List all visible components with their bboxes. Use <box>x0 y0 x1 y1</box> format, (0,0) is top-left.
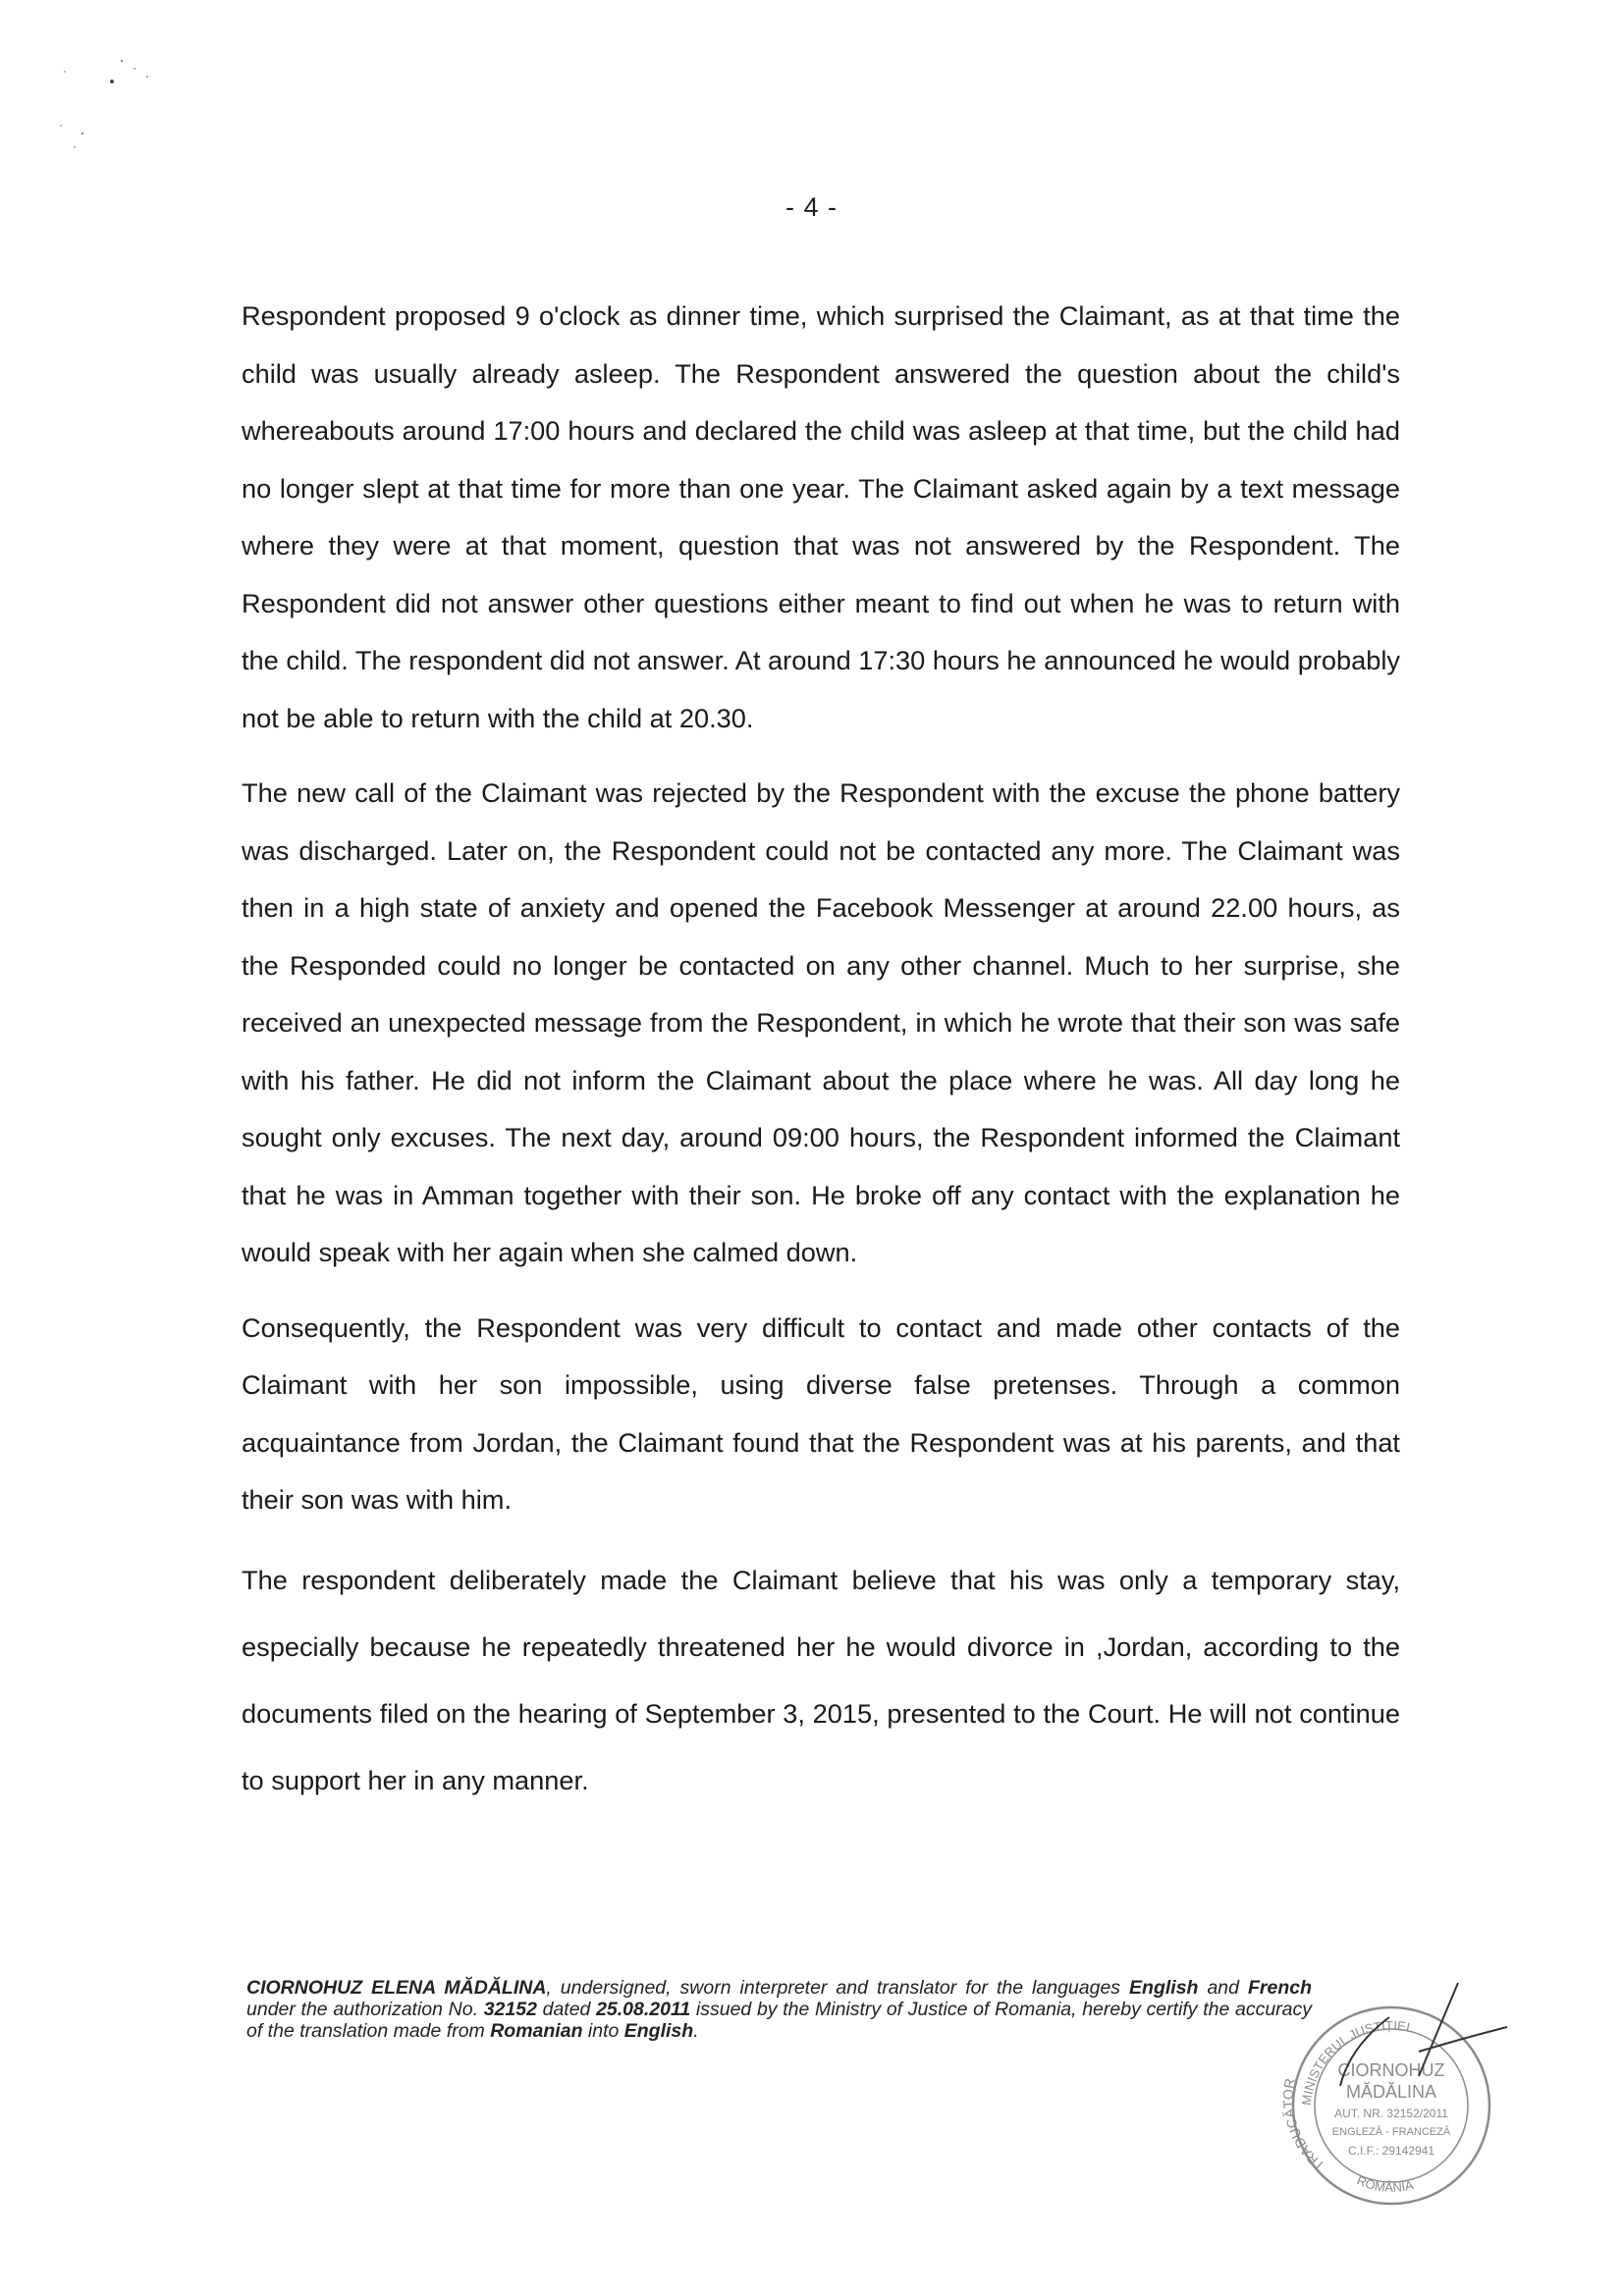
svg-text:ROMÂNIA <box>1355 2172 1415 2195</box>
paragraph-2: The new call of the Claimant was rejected by the Respondent with the excuse the phone battery was discharged. Later on, the Respondent could not be contacted any more. The Claimant was then in a high state of anxiety and opened the Facebook Messenger at around 22.00 hours, as the Responded could no longer be contacted on any other channel. Much to her surprise, she received an unexpected message from the Respondent, in which he wrote that their son was safe with his father. He did not inform the Claimant about the place where he was. All day long he sought only excuses. The next day, around 09:00 hours, the Respondent informed the Claimant that he was in Amman together with their son. He broke off any contact with the explanation he would speak with her again when she calmed down. <box>242 777 1400 1267</box>
stamp-line-5: C.I.F.: 29142941 <box>1347 2144 1435 2158</box>
stamp-left-arc: TRADUCĂTOR <box>1279 2077 1327 2175</box>
scan-specks <box>0 0 255 196</box>
stamp-bottom-arc: ROMÂNIA <box>1354 2172 1415 2195</box>
authorization-date: 25.08.2011 <box>596 1999 691 2020</box>
translator-stamp <box>1271 1978 1507 2214</box>
page-number: - 4 - <box>784 192 838 222</box>
translator-certification: CIORNOHUZ ELENA MĂDĂLINA, undersigned, sworn interpreter and translator for the languages English and French under the authorization No. 32152 dated 25.08.2011 issued by the Ministry of Justice of Romania, hereby certify the accuracy of the translation made from Romanian into English. <box>246 1977 1313 2042</box>
document-body <box>242 288 1400 1814</box>
stamp-line-1: CIORNOHUZ <box>1337 2060 1445 2080</box>
paragraph-3: Consequently, the Respondent was very difficult to contact and made other contacts of the Claimant with her son impossible, using diverse false pretenses. Through a common acquaintance from Jordan, the Claimant found that the Respondent was at his parents, and that their son was with him. <box>242 1311 1400 1515</box>
translator-name: CIORNOHUZ ELENA MĂDĂLINA <box>246 1977 547 1999</box>
authorization-number: 32152 <box>483 1999 537 2020</box>
stamp-top-arc: MINISTERUL JUSTIȚIEI <box>1298 2017 1412 2107</box>
stamp-line-2: MĂDĂLINA <box>1345 2082 1437 2102</box>
stamp-line-4: ENGLEZĂ - FRANCEZĂ <box>1331 2126 1451 2138</box>
stamp-line-3: AUT. NR. 32152/2011 <box>1334 2107 1448 2120</box>
paragraph-1: Respondent proposed 9 o'clock as dinner time, which surprised the Claimant, as at that time the child was usually already asleep. The Respondent answered the question about the child's whereabouts around 17:00 hours and declared the child was asleep at that time, but the child had no longer slept at that time for more than one year. The Claimant asked again by a text message where they were at that moment, question that was not answered by the Respondent. The Respondent did not answer other questions either meant to find out when he was to return with the child. The respondent did not answer. At around 17:30 hours he announced he would probably not be able to return with the child at 20.30. <box>242 300 1400 733</box>
paragraph-4: The respondent deliberately made the Claimant believe that his was only a temporary stay, especially because he repeatedly threatened her he would divorce in ,Jordan, according to the documents filed on the hearing of September 3, 2015, presented to the Court. He will not continue to support her in any manner. <box>242 1564 1400 1795</box>
